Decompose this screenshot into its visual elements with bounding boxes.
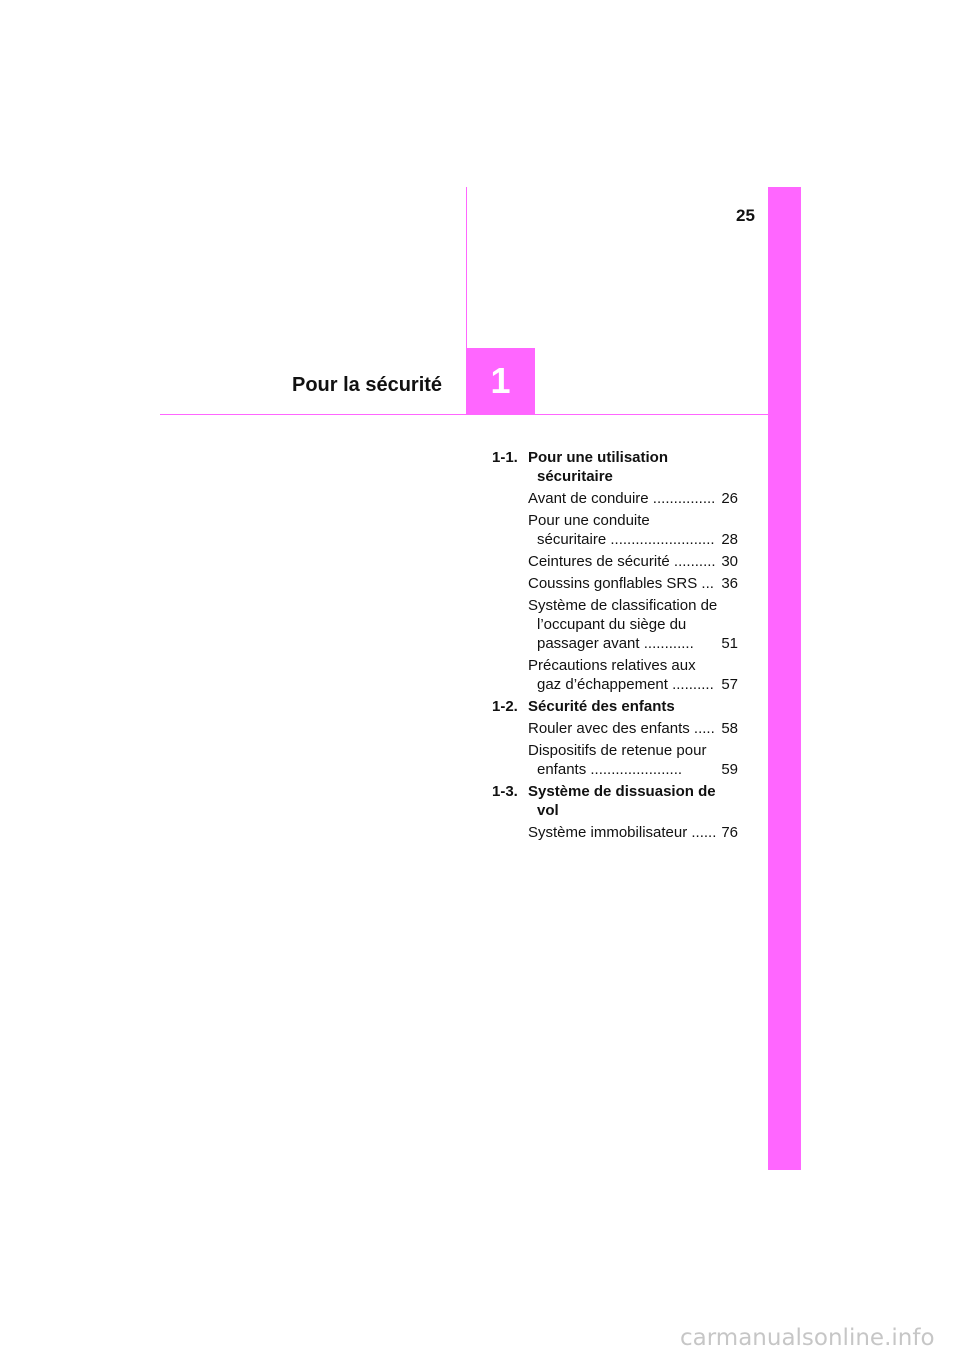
horizontal-divider (160, 414, 768, 415)
watermark: carmanualsonline.info (680, 1325, 935, 1351)
toc-section (492, 448, 738, 694)
section-number: 1-3. (492, 783, 518, 800)
section-heading[interactable] (492, 448, 738, 486)
entry-text: Ceintures de sécurité .......... (528, 553, 716, 570)
entry-page: 26 (721, 490, 738, 507)
chapter-title: Pour la sécurité (292, 374, 443, 396)
section-title: Pour une utilisation sécuritaire (528, 449, 669, 485)
toc-entry[interactable] (528, 489, 738, 508)
entry-page: 36 (721, 575, 738, 592)
toc-entry[interactable] (528, 719, 738, 738)
entry-text: Rouler avec des enfants ..... (528, 720, 715, 737)
entry-text: Précautions relatives aux gaz d’échappement .......... (528, 657, 714, 693)
entry-text: Dispositifs de retenue pour enfants ...................... (528, 742, 707, 778)
toc-entry[interactable] (528, 596, 738, 653)
entry-page: 58 (721, 720, 738, 737)
chapter-number-box (466, 348, 535, 414)
vertical-divider (466, 187, 467, 348)
section-number: 1-2. (492, 698, 518, 715)
toc-entry[interactable] (528, 656, 738, 694)
entry-text: Avant de conduire ............... (528, 490, 716, 507)
entry-page: 57 (721, 676, 738, 693)
toc-section (492, 782, 738, 842)
section-title: Système de dissuasion de vol (528, 783, 716, 819)
toc-entry[interactable] (528, 552, 738, 571)
entry-text: Coussins gonflables SRS ... (528, 575, 714, 592)
toc-entry[interactable] (528, 511, 738, 549)
entry-text: Système immobilisateur ...... (528, 824, 717, 841)
section-heading[interactable] (492, 697, 738, 716)
toc-entry[interactable] (528, 741, 738, 779)
toc-section (492, 697, 738, 779)
entry-text: Pour une conduite sécuritaire ......................... (528, 512, 715, 548)
table-of-contents (492, 448, 738, 845)
chapter-number: 1 (490, 360, 511, 401)
section-heading[interactable] (492, 782, 738, 820)
entry-page: 59 (721, 761, 738, 778)
section-title: Sécurité des enfants (528, 698, 675, 715)
entry-text: Système de classification de l’occupant du siège du passager avant ............ (528, 597, 718, 652)
toc-entry[interactable] (528, 823, 738, 842)
entry-page: 30 (721, 553, 738, 570)
toc-entry[interactable] (528, 574, 738, 593)
entry-page: 51 (721, 635, 738, 652)
section-number: 1-1. (492, 449, 518, 466)
entry-page: 28 (721, 531, 738, 548)
page-number: 25 (736, 206, 755, 225)
entry-page: 76 (721, 824, 738, 841)
chapter-tab-bar (768, 187, 801, 1170)
